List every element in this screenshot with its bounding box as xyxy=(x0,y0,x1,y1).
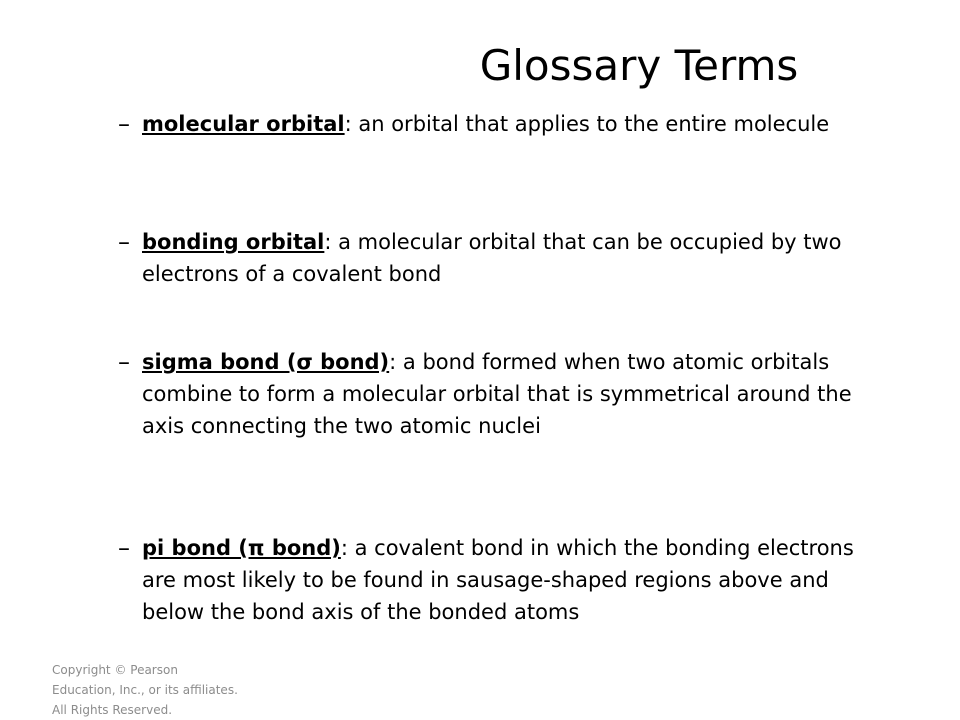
glossary-entry xyxy=(142,346,882,442)
term-name: molecular orbital xyxy=(142,112,345,136)
dash-bullet: – xyxy=(118,534,130,562)
dash-bullet: – xyxy=(118,348,130,376)
term-definition: : an orbital that applies to the entire molecule xyxy=(344,112,830,136)
term-name: pi bond (π bond) xyxy=(142,536,341,560)
term-definition: : a covalent bond in which the bonding electrons are most likely to be found in sausage-shaped regions above and below the bond axis of the bonded atoms xyxy=(142,536,854,624)
term-definition: : a bond formed when two atomic orbitals combine to form a molecular orbital that is symmetrical around the axis connecting the two atomic nuclei xyxy=(142,350,852,438)
glossary-entry xyxy=(142,226,882,290)
copyright-notice xyxy=(52,660,292,720)
page-title: Glossary Terms xyxy=(479,41,799,91)
copyright-line: All Rights Reserved. xyxy=(52,703,173,717)
term-name: bonding orbital xyxy=(142,230,325,254)
term-name: sigma bond (σ bond) xyxy=(142,350,390,374)
glossary-entry xyxy=(142,108,882,140)
term-definition: : a molecular orbital that can be occupied by two electrons of a covalent bond xyxy=(142,230,842,286)
glossary-entry xyxy=(142,532,882,628)
dash-bullet: – xyxy=(118,110,130,138)
copyright-line: Education, Inc., or its affiliates. xyxy=(52,683,238,697)
dash-bullet: – xyxy=(118,228,130,256)
copyright-line: Copyright © Pearson xyxy=(52,663,178,677)
